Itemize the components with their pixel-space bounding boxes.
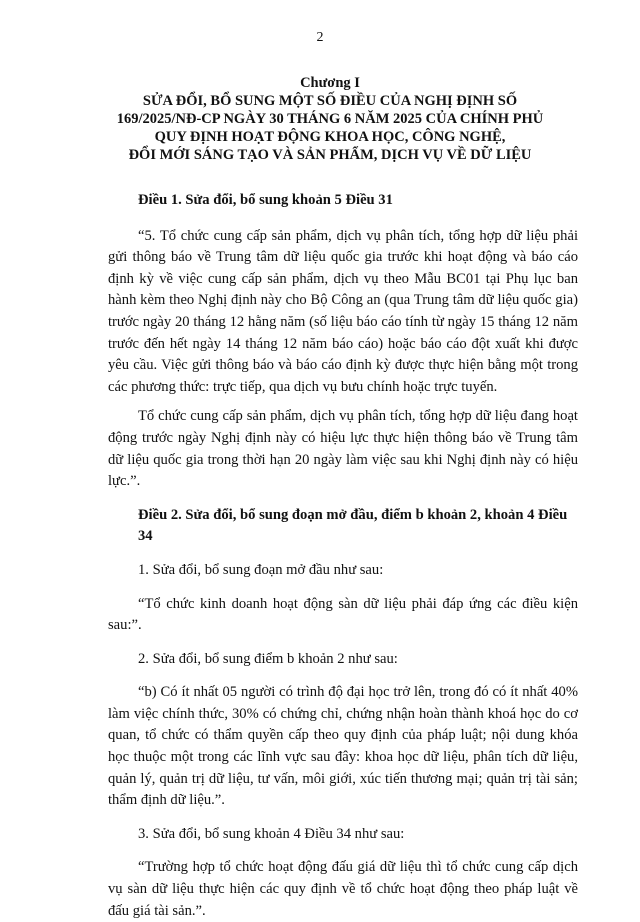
article-2-paragraph: 3. Sửa đổi, bổ sung khoản 4 Điều 34 như sau: [138, 825, 405, 842]
article-2-paragraph: 1. Sửa đổi, bổ sung đoạn mở đầu như sau: [138, 561, 384, 578]
chapter-title-line: SỬA ĐỔI, BỔ SUNG MỘT SỐ ĐIỀU CỦA NGHỊ ĐỊNH SỐ [142, 93, 518, 109]
article-1-paragraph: “5. Tổ chức cung cấp sản phẩm, dịch vụ phân tích, tổng hợp dữ liệu phải gửi thông báo về Trung tâm dữ liệu quốc gia trước khi hoạt động và báo cáo định kỳ về việc cung cấp sản phẩm, dịch vụ theo Mẫu BC01 tại Phụ lục ban hành kèm theo Nghị định này cho Bộ Công an (qua Trung tâm dữ liệu quốc gia) trước ngày 20 tháng 12 hằng năm (số liệu báo cáo tính từ ngày 15 tháng 12 năm trước đến hết ngày 14 tháng 12 năm báo cáo) hoặc báo cáo đột xuất khi được yêu cầu. Việc gửi thông báo và báo cáo định kỳ được thực hiện bằng một trong các phương thức: trực tiếp, qua dịch vụ bưu chính hoặc trực tuyến. [108, 227, 578, 395]
chapter-label: Chương I [300, 75, 360, 91]
article-2-paragraph: “Tổ chức kinh doanh hoạt động sàn dữ liệu phải đáp ứng các điều kiện sau:”. [108, 595, 578, 634]
chapter-title-line: ĐỔI MỚI SÁNG TẠO VÀ SẢN PHẨM, DỊCH VỤ VỀ DỮ LIỆU [128, 147, 532, 163]
chapter-title-line: QUY ĐỊNH HOẠT ĐỘNG KHOA HỌC, CÔNG NGHỆ, [154, 129, 506, 145]
article-2-heading: Điều 2. Sửa đổi, bổ sung đoạn mở đầu, điểm b khoản 2, khoản 4 Điều 34 [138, 506, 568, 545]
chapter-title-line: 169/2025/NĐ-CP NGÀY 30 THÁNG 6 NĂM 2025 CỦA CHÍNH PHỦ [116, 111, 544, 127]
article-2-paragraph: “Trường hợp tổ chức hoạt động đấu giá dữ liệu thì tổ chức cung cấp dịch vụ sàn dữ liệu thực hiện các quy định về tổ chức hoạt động theo pháp luật về đấu giá tài sản.”. [108, 859, 578, 919]
page-number: 2 [316, 30, 324, 45]
article-1-heading: Điều 1. Sửa đổi, bổ sung khoản 5 Điều 31 [138, 192, 393, 208]
article-1-paragraph: Tổ chức cung cấp sản phẩm, dịch vụ phân tích, tổng hợp dữ liệu đang hoạt động trước ngày Nghị định này có hiệu lực thực hiện thông báo về Trung tâm dữ liệu quốc gia trong thời hạn 20 ngày làm việc sau khi Nghị định này có hiệu lực.”. [108, 408, 578, 490]
document-body [108, 190, 578, 922]
article-2-paragraph: 2. Sửa đổi, bổ sung điểm b khoản 2 như sau: [138, 650, 398, 667]
article-2-paragraph: “b) Có ít nhất 05 người có trình độ đại học trở lên, trong đó có ít nhất 40% làm việc chính thức, 30% có chứng chỉ, chứng nhận hoàn thành khoá học do cơ quan, tổ chức có thẩm quyền cấp theo quy định của pháp luật; nội dung khóa học thuộc một trong các lĩnh vực sau đây: khoa học dữ liệu, phân tích dữ liệu, quản lý, quản trị dữ liệu, tư vấn, môi giới, xúc tiến thương mại; quản trị tài sản; thẩm định dữ liệu.”. [108, 684, 578, 809]
chapter-heading [60, 74, 600, 164]
